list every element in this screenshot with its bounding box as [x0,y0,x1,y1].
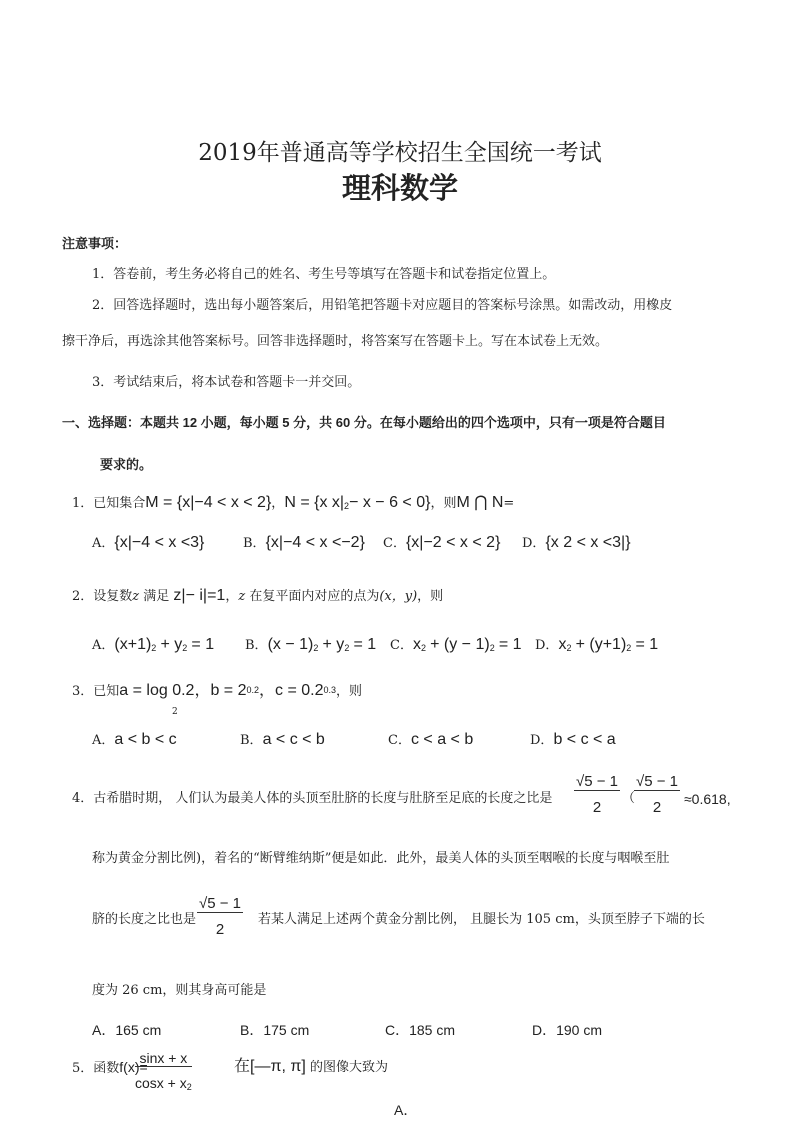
option-text: = 1 [353,636,377,653]
q5-fraction [135,1050,192,1092]
q2-prefix: 2．设复数 [72,589,133,604]
q3-option-d[interactable] [530,731,616,750]
fraction-denominator: cosx + x [135,1075,187,1091]
option-text: {x 2 < x <3|} [545,534,631,551]
option-label: D． [522,536,546,551]
q1-intersection: M ⋂ N [456,494,504,511]
option-label: D． [535,638,559,653]
q3-then: ，则 [336,684,363,699]
notice-item: 2．回答选择题时，选出每小题答案后，用铅笔把答题卡对应题目的答案标号涂黑。如需改动，用橡皮 [92,298,673,313]
q3-option-c[interactable] [388,731,473,750]
paren: （ [622,791,636,806]
question-4-line3a: 脐的长度之比也是 [92,912,197,927]
option-text: {x|−4 < x <3} [114,534,205,551]
option-text: x [558,636,567,653]
option-text: (x+1) [114,636,152,653]
q1-exp: 2 [344,501,350,511]
exponent: 0.3 [323,685,337,695]
option-text: x [412,636,421,653]
option-text: (x − 1) [267,636,314,653]
q2-text: ，则 [417,589,444,604]
notice-heading: 注意事项： [62,236,128,251]
section-heading: 一、选择题：本题共 12 小题，每小题 5 分，共 60 分。在每小题给出的四个选项中，只有一项是符合题目 [62,415,666,430]
q1-sep: ， [271,496,285,511]
q2-condition: z|− i|=1 [173,587,226,604]
exponent: 2 [566,643,572,653]
q1-eq: = [503,496,515,511]
q3-b: ，b = 2 [194,682,247,699]
fraction-numerator: sinx + x [135,1050,192,1067]
q1-set-m: M = {x|−4 < x < 2} [145,494,272,511]
golden-ratio-fraction [634,773,680,816]
q1-option-c[interactable] [383,534,500,553]
option-text: = 1 [191,636,215,653]
q3-a: a = log 0.2 [119,682,195,699]
option-text: a < b < c [114,731,177,748]
option-label: B． [245,638,268,653]
exponent: 2 [186,1082,192,1092]
q3-option-a[interactable] [92,731,177,750]
fraction-denominator: 2 [592,799,602,816]
option-text: = 1 [498,636,522,653]
exam-subject: 理科数学 [341,171,458,205]
q2-option-c[interactable] [390,636,522,657]
option-label: A． [92,536,115,551]
q2-option-d[interactable] [535,636,658,657]
exponent: 2 [489,643,495,653]
option-label: A． [92,638,115,653]
q5-interval-text [234,1058,388,1077]
section-heading-cont: 要求的。 [100,457,153,472]
option-text: = 1 [635,636,659,653]
exponent: 2 [626,643,632,653]
q2-var: z [132,589,140,604]
q1-prefix: 1．已知集合 [72,496,146,511]
question-4-line1: 4．古希腊时期， 人们认为最美人体的头顶至肚脐的长度与肚脐至足底的长度之比是 [72,791,553,806]
q5-prefix: 5．函数 [72,1061,120,1076]
question-4-line3b: 若某人满足上述两个黄金分割比例， 且腿长为 105 cm，头顶至脖子下端的长 [258,912,705,927]
fraction-denominator: 2 [215,921,225,938]
question-2 [72,587,443,606]
approx-value: ≈0.618, [684,791,731,807]
q5-interval: 在[—π, π] [234,1058,306,1075]
question-4-line4: 度为 26 cm，则其身高可能是 [92,983,267,998]
option-label: C． [390,638,413,653]
option-text: + y [322,636,345,653]
q4-option-a[interactable]: A．165 cm [92,1022,162,1038]
option-text: {x|−4 < x <−2} [265,534,365,551]
golden-ratio-fraction [197,895,243,938]
exponent: 2 [344,643,350,653]
golden-ratio-fraction [574,773,620,816]
notice-item: 擦干净后，再选涂其他答案标号。回答非选择题时，将答案写在答题卡上。写在本试卷上无效。 [62,334,609,349]
q2-text: 满足 [139,589,174,604]
q1-then: ，则 [430,496,457,511]
q2-text: 在复平面内对应的点为 [245,589,380,604]
notice-item: 3．考试结束后，将本试卷和答题卡一并交回。 [92,375,361,390]
q4-option-c[interactable]: C．185 cm [385,1022,456,1038]
q2-point: (x，y) [379,589,418,604]
exponent: 2 [151,643,157,653]
option-label: B． [243,536,266,551]
fraction-numerator: √5 − 1 [576,773,619,790]
option-label: B． [240,733,263,748]
q1-option-b[interactable] [243,534,365,553]
fraction-numerator: √5 − 1 [199,895,242,912]
option-label: C． [388,733,411,748]
option-text: a < c < b [262,731,325,748]
q1-option-a[interactable] [92,534,204,553]
q1-option-d[interactable] [522,534,631,553]
q1-set-n2: − x − 6 < 0} [349,494,431,511]
exam-title: 2019年普通高等学校招生全国统一考试 [198,140,602,166]
option-text: + (y+1) [575,636,627,653]
q4-option-b[interactable]: B．175 cm [240,1022,310,1038]
option-text: b < c < a [553,731,616,748]
q4-option-d[interactable]: D．190 cm [532,1022,603,1038]
q3-c: ，c = 0.2 [259,682,324,699]
exponent: 2 [182,643,188,653]
fraction-numerator: √5 − 1 [636,773,679,790]
exponent: 2 [420,643,426,653]
exponent: 2 [313,643,319,653]
q5-option-a-label: A． [394,1102,418,1118]
log-base: 2 [172,707,178,717]
option-text: + (y − 1) [430,636,490,653]
q5-suffix: 的图像大致为 [305,1060,389,1075]
fraction-denominator: 2 [652,799,662,816]
option-label: C． [383,536,406,551]
option-label: D． [530,733,554,748]
q2-option-a[interactable] [92,636,214,657]
q2-var: z [238,589,246,604]
q2-option-b[interactable] [245,636,376,657]
exponent: 0.2 [246,685,260,695]
option-label: A． [92,733,115,748]
option-text: {x|−2 < x < 2} [405,534,501,551]
question-3 [72,681,362,701]
question-1 [72,494,514,515]
option-text: c < a < b [410,731,474,748]
q3-prefix: 3．已知 [72,684,120,699]
notice-item: 1．答卷前，考生务必将自己的姓名、考生号等填写在答题卡和试卷指定位置上。 [92,267,556,282]
q2-text: ， [225,589,239,604]
option-text: + y [160,636,183,653]
q3-option-b[interactable] [240,731,325,750]
question-4-line2: 称为黄金分割比例)，着名的“断臂维纳斯”便是如此．此外，最美人体的头顶至咽喉的长度与咽喉至肚 [92,851,670,866]
q5-function: f(x)= [119,1059,148,1075]
q1-set-n: N = {x x| [284,494,345,511]
